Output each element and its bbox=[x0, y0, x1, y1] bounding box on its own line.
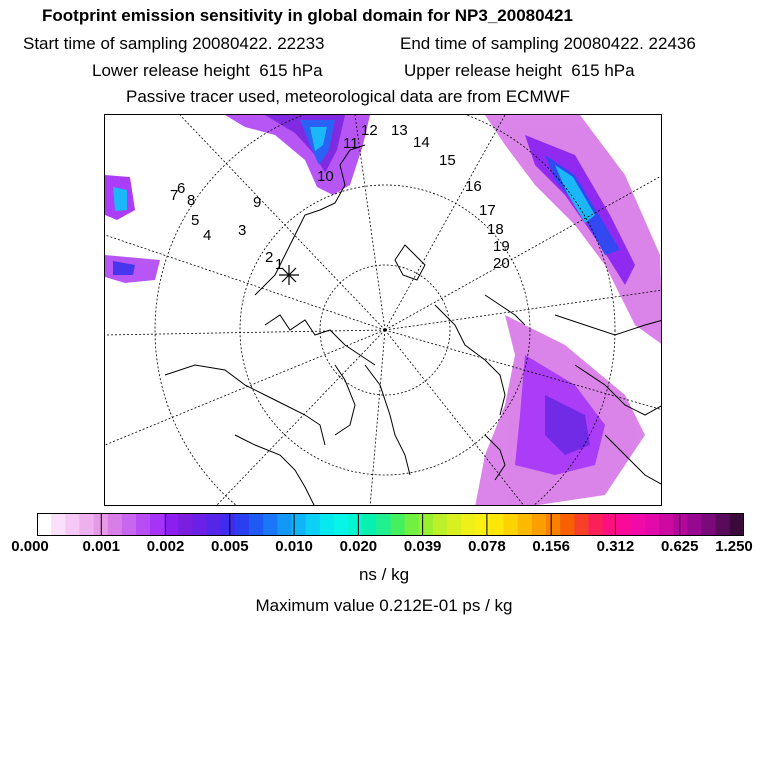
colorbar-cell bbox=[136, 513, 151, 536]
colorbar-cell bbox=[489, 513, 504, 536]
model-note: Passive tracer used, meteorological data are from ECMWF bbox=[126, 87, 571, 106]
trajectory-label-9: 9 bbox=[253, 194, 262, 211]
colorbar-tick-label: 0.000 bbox=[11, 538, 49, 555]
colorbar-cell bbox=[122, 513, 137, 536]
sensitivity-field bbox=[105, 115, 662, 506]
colorbar-cell bbox=[419, 513, 434, 536]
trajectory-label-18: 18 bbox=[487, 221, 504, 238]
colorbar-cell bbox=[263, 513, 278, 536]
colorbar-cell bbox=[65, 513, 80, 536]
trajectory-label-11: 11 bbox=[343, 135, 359, 152]
trajectory-label-15: 15 bbox=[439, 152, 456, 169]
colorbar-cell bbox=[504, 513, 519, 536]
colorbar-cell bbox=[433, 513, 448, 536]
colorbar-cell bbox=[249, 513, 264, 536]
colorbar-cell bbox=[702, 513, 717, 536]
sampling-end-time: End time of sampling 20080422. 22436 bbox=[400, 34, 696, 53]
figure-title: Footprint emission sensitivity in global domain for NP3_20080421 bbox=[42, 6, 573, 25]
colorbar-unit: ns / kg bbox=[358, 565, 410, 584]
trajectory-label-7: 7 bbox=[170, 187, 179, 204]
colorbar-tick-label: 1.250 bbox=[715, 538, 753, 555]
colorbar-cell bbox=[730, 513, 744, 536]
trajectory-label-14: 14 bbox=[413, 134, 430, 151]
colorbar-cell bbox=[221, 513, 236, 536]
colorbar-cell bbox=[164, 513, 179, 536]
colorbar-cell bbox=[79, 513, 94, 536]
colorbar-cell bbox=[687, 513, 702, 536]
colorbar-tick-label: 0.010 bbox=[275, 538, 313, 555]
maximum-value: Maximum value 0.212E-01 ps / kg bbox=[255, 596, 513, 615]
trajectory-label-5: 5 bbox=[191, 212, 200, 229]
colorbar-cell bbox=[37, 513, 52, 536]
colorbar-cell bbox=[320, 513, 335, 536]
trajectory-label-16: 16 bbox=[465, 178, 482, 195]
colorbar-cell bbox=[277, 513, 292, 536]
colorbar-cell bbox=[150, 513, 165, 536]
colorbar-tick-label: 0.039 bbox=[403, 538, 442, 555]
colorbar-tick-label: 0.005 bbox=[211, 538, 249, 555]
colorbar-cell bbox=[334, 513, 349, 536]
trajectory-label-13: 13 bbox=[391, 122, 408, 139]
colorbar-cell bbox=[207, 513, 222, 536]
trajectory-label-10: 10 bbox=[317, 168, 334, 185]
colorbar-cell bbox=[716, 513, 731, 536]
colorbar-cell bbox=[532, 513, 547, 536]
polar-map-panel bbox=[104, 114, 662, 506]
colorbar-cell bbox=[631, 513, 646, 536]
colorbar-cell bbox=[475, 513, 490, 536]
colorbar-cell bbox=[193, 513, 208, 536]
lower-release-height: Lower release height 615 hPa bbox=[92, 61, 323, 80]
trajectory-label-6: 6 bbox=[177, 180, 186, 197]
colorbar-cell bbox=[560, 513, 575, 536]
colorbar-tick-label: 0.156 bbox=[532, 538, 570, 555]
colorbar-cell bbox=[673, 513, 688, 536]
trajectory-label-1: 1 bbox=[275, 256, 284, 273]
colorbar-cell bbox=[108, 513, 123, 536]
colorbar-cell bbox=[348, 513, 363, 536]
colorbar-cell bbox=[461, 513, 476, 536]
trajectory-label-12: 12 bbox=[361, 122, 378, 139]
colorbar-cell bbox=[391, 513, 406, 536]
colorbar-cell bbox=[617, 513, 632, 536]
colorbar-cell bbox=[659, 513, 674, 536]
colorbar-tick-label: 0.001 bbox=[82, 538, 121, 555]
colorbar-tick-label: 0.002 bbox=[146, 538, 185, 555]
colorbar-cell bbox=[235, 513, 250, 536]
sampling-start-time: Start time of sampling 20080422. 22233 bbox=[23, 34, 325, 53]
map-canvas bbox=[105, 115, 662, 506]
colorbar-cell bbox=[51, 513, 66, 536]
colorbar-cell bbox=[405, 513, 420, 536]
colorbar-tick-label: 0.078 bbox=[468, 538, 506, 555]
trajectory-label-20: 20 bbox=[493, 255, 510, 272]
trajectory-label-2: 2 bbox=[265, 249, 274, 266]
colorbar-cell bbox=[178, 513, 193, 536]
trajectory-label-17: 17 bbox=[479, 202, 496, 219]
colorbar-cell bbox=[574, 513, 589, 536]
colorbar-cell bbox=[645, 513, 660, 536]
colorbar bbox=[37, 513, 744, 536]
colorbar-tick-label: 0.020 bbox=[339, 538, 378, 555]
colorbar-tick-label: 0.312 bbox=[596, 538, 635, 555]
colorbar-cell bbox=[546, 513, 561, 536]
trajectory-label-4: 4 bbox=[203, 227, 212, 244]
colorbar-cell bbox=[306, 513, 321, 536]
trajectory-label-19: 19 bbox=[493, 238, 510, 255]
colorbar-cell bbox=[376, 513, 391, 536]
colorbar-cell bbox=[362, 513, 377, 536]
upper-release-height: Upper release height 615 hPa bbox=[404, 61, 635, 80]
colorbar-cell bbox=[588, 513, 603, 536]
colorbar-cell bbox=[447, 513, 462, 536]
trajectory-label-8: 8 bbox=[187, 192, 196, 209]
colorbar-cell bbox=[518, 513, 533, 536]
trajectory-label-3: 3 bbox=[238, 222, 247, 239]
colorbar-tick-label: 0.625 bbox=[660, 538, 699, 555]
